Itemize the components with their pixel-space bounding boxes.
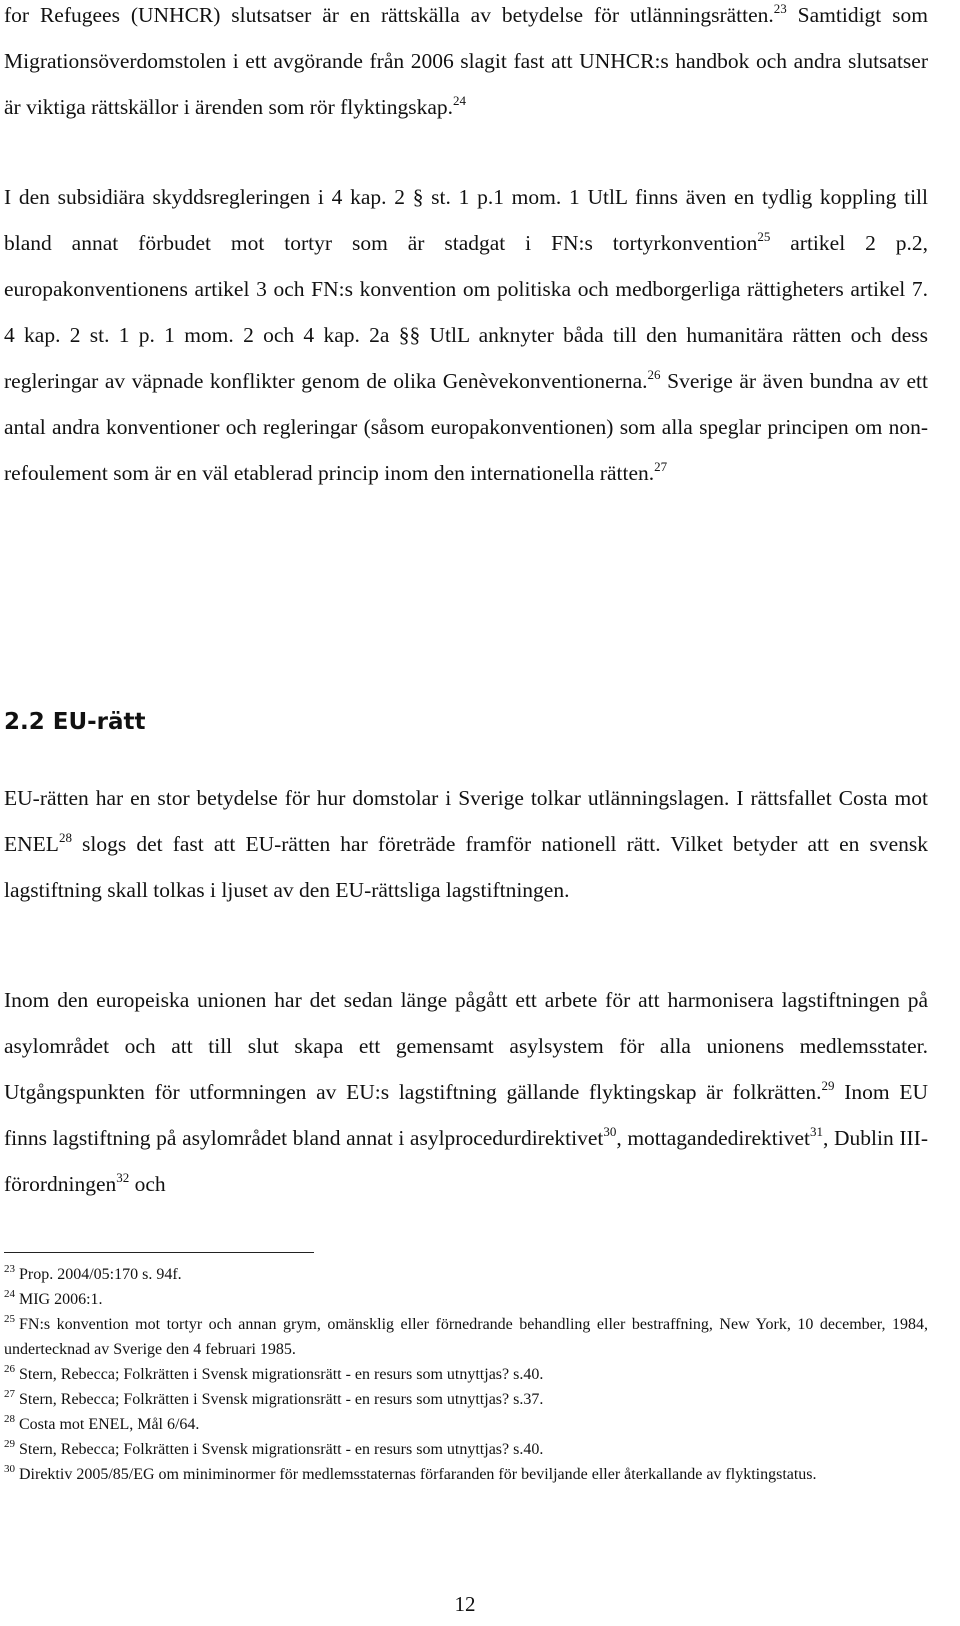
footnote-number: 29: [4, 1438, 15, 1450]
footnote-number: 30: [4, 1463, 15, 1475]
footnote-text: Direktiv 2005/85/EG om miniminormer för medlemsstaternas förfaranden för beviljande eller återkallande av flyktingstatus.: [19, 1466, 817, 1483]
paragraph-european-union: [4, 977, 928, 1207]
paragraph-text: , mottagandedirektivet: [616, 1126, 811, 1150]
footnote-number: 27: [4, 1388, 15, 1400]
footnote-ref-26: 26: [647, 367, 661, 382]
footnote-ref-29: 29: [821, 1078, 835, 1093]
footnote-text: Stern, Rebecca; Folkrätten i Svensk migrationsrätt - en resurs som utnyttjas? s.40.: [19, 1441, 544, 1458]
paragraph-text: Inom EU finns lagstiftning på asylområdet bland annat i asylprocedurdirektivet: [4, 1080, 928, 1150]
footnote-number: 26: [4, 1363, 15, 1375]
page-number: 12: [454, 1592, 476, 1616]
paragraph-text: artikel 2 p.2, europakonventionens artikel 3 och FN:s konvention om politiska och medborgerliga rättigheters artikel 7. 4 kap. 2 st. 1 p. 1 mom. 2 och 4 kap. 2a §§ UtlL anknyter båda till den humanitära rätten och dess regleringar av väpnade konflikter genom de olika Genèvekonventionerna.: [4, 231, 929, 393]
footnote-number: 23: [4, 1263, 15, 1275]
footnote-ref-31: 31: [810, 1124, 824, 1139]
paragraph-text: Inom den europeiska unionen har det sedan länge pågått ett arbete för att harmonisera lagstiftningen på asylområdet och att till slut skapa ett gemensamt asylsystem för alla unionens medlemsstater. Utgångspunkten för utformningen av EU:s lagstiftning gällande flyktingskap är folkrätten.: [4, 988, 928, 1104]
paragraph-text: EU-rätten har en stor betydelse för hur domstolar i Sverige tolkar utlänningslagen. I rättsfallet Costa mot ENEL: [4, 786, 928, 856]
footnote-number: 24: [4, 1288, 15, 1300]
paragraph-text: slogs det fast att EU-rätten har företräde framför nationell rätt. Vilket betyder att en svensk lagstiftning skall tolkas i ljuset av den EU-rättsliga lagstiftningen.: [4, 832, 928, 902]
footnote-text: MIG 2006:1.: [19, 1291, 103, 1308]
footnote-25: [4, 1312, 928, 1362]
footnote-30: [4, 1462, 928, 1487]
paragraph-text: och: [129, 1172, 166, 1196]
footnote-text: Prop. 2004/05:170 s. 94f.: [19, 1266, 182, 1283]
paragraph-text: I den subsidiära skyddsregleringen i 4 kap. 2 § st. 1 p.1 mom. 1 UtlL finns även en tydlig koppling till bland annat förbudet mot tortyr som är stadgat i FN:s tortyrkonvention: [4, 185, 928, 255]
section-heading: 2.2 EU-rätt: [4, 709, 146, 735]
footnote-separator: [4, 1252, 314, 1253]
footnote-26: [4, 1362, 928, 1387]
paragraph-text: , Dublin III-förordningen: [4, 1126, 928, 1196]
footnotes: [4, 1262, 928, 1487]
paragraph-subsidiary-protection: [4, 174, 928, 496]
paragraph-eu-law: [4, 775, 928, 913]
footnote-ref-32: 32: [116, 1170, 130, 1185]
footnote-ref-28: 28: [58, 830, 72, 845]
footnote-ref-27: 27: [654, 459, 668, 474]
footnote-28: [4, 1412, 928, 1437]
footnote-ref-30: 30: [603, 1124, 617, 1139]
footnote-number: 28: [4, 1413, 15, 1425]
footnote-27: [4, 1387, 928, 1412]
paragraph-text: Sverige är även bundna av ett antal andra konventioner och regleringar (såsom europakonventionen) som alla speglar principen om non-refoulement som är en väl etablerad princip inom den internationella rätten.: [4, 369, 928, 485]
footnote-ref-24: 24: [453, 93, 466, 108]
paragraph-text: Samtidigt som Migrationsöverdomstolen i ett avgörande från 2006 slagit fast att UNHCR:s handbok och andra slutsatser är viktiga rättskällor i ärenden som rör flyktingskap.: [4, 3, 928, 119]
footnote-text: Stern, Rebecca; Folkrätten i Svensk migrationsrätt - en resurs som utnyttjas? s.40.: [19, 1366, 544, 1383]
footnote-ref-25: 25: [757, 229, 771, 244]
paragraph-unhcr: [4, 0, 928, 130]
footnote-text: Costa mot ENEL, Mål 6/64.: [19, 1416, 200, 1433]
paragraph-text: for Refugees (UNHCR) slutsatser är en rättskälla av betydelse för utlänningsrätten.: [4, 3, 774, 27]
footnote-29: [4, 1437, 928, 1462]
footnote-23: [4, 1262, 928, 1287]
footnote-number: 25: [4, 1313, 15, 1325]
footnote-text: Stern, Rebecca; Folkrätten i Svensk migrationsrätt - en resurs som utnyttjas? s.37.: [19, 1391, 544, 1408]
footnote-ref-23: 23: [773, 1, 787, 16]
footnote-text: FN:s konvention mot tortyr och annan grym, omänsklig eller förnedrande behandling eller bestraffning, New York, 10 december, 1984, undertecknad av Sverige den 4 februari 1985.: [4, 1316, 928, 1358]
footnote-24: [4, 1287, 928, 1312]
